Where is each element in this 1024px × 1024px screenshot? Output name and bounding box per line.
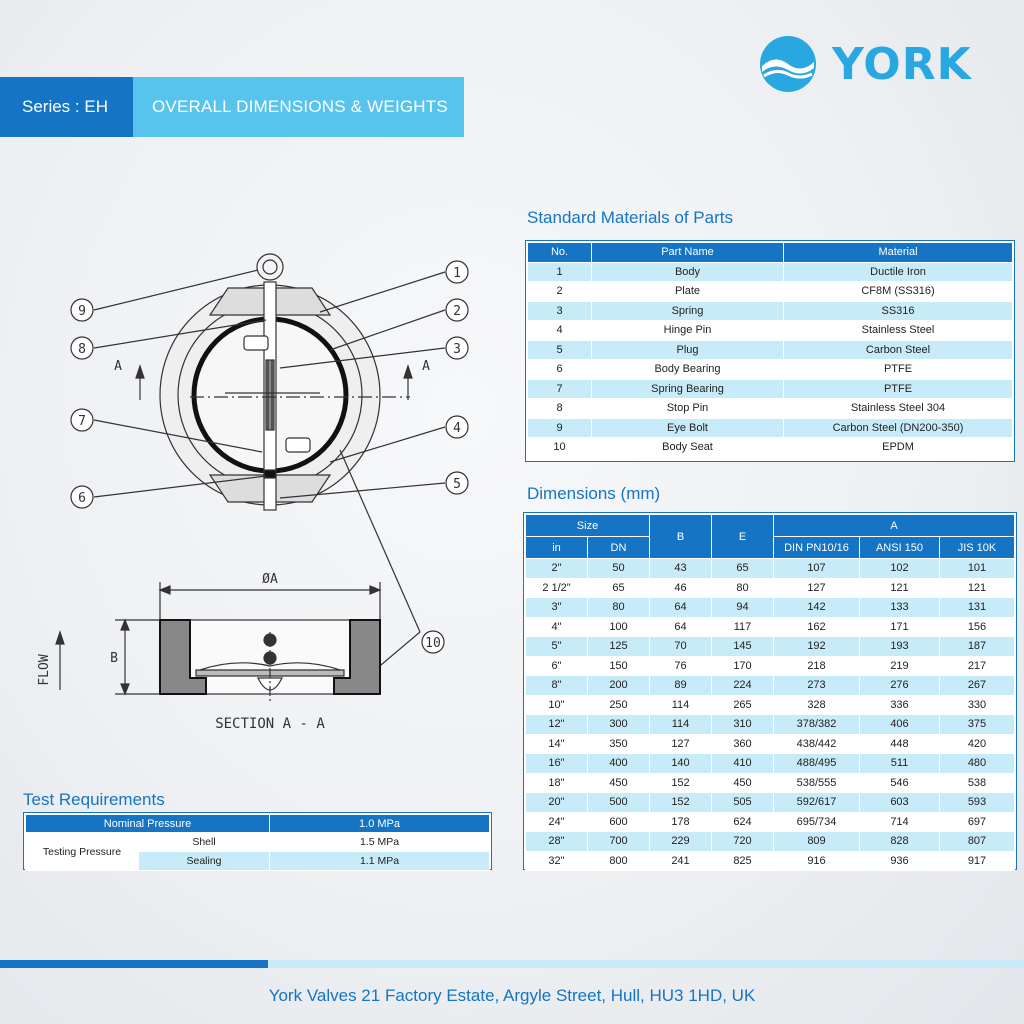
dim-a-jis: 131 [940,598,1015,618]
size-dn: 700 [588,832,650,852]
section-marker-left: A [114,359,122,374]
col-ansi: ANSI 150 [860,537,940,559]
part-name: Hinge Pin [592,321,784,341]
part-material: PTFE [784,360,1013,380]
dim-e: 450 [712,773,774,793]
test-table [25,814,490,871]
size-in: 18" [526,773,588,793]
part-number: 2 [528,282,592,302]
dim-a-ansi: 193 [860,637,940,657]
col-in: in [526,537,588,559]
part-name: Body Bearing [592,360,784,380]
dim-a-din: 916 [774,851,860,871]
dimensions-row [526,851,1015,871]
dim-a-jis: 538 [940,773,1015,793]
dim-b: 46 [650,578,712,598]
dim-a-din: 438/442 [774,734,860,754]
part-material: SS316 [784,301,1013,321]
size-in: 16" [526,754,588,774]
test-heading: Test Requirements [23,790,165,809]
size-in: 28" [526,832,588,852]
size-dn: 300 [588,715,650,735]
sealing-value: 1.1 MPa [270,852,490,871]
dimensions-row [526,754,1015,774]
part-name: Body [592,262,784,282]
dim-b: 114 [650,695,712,715]
callout-2: 2 [453,304,461,319]
materials-row [528,438,1013,458]
dim-a-din: 538/555 [774,773,860,793]
dim-a-ansi: 511 [860,754,940,774]
dim-e: 410 [712,754,774,774]
shell-label: Shell [139,833,270,852]
dim-a-jis: 375 [940,715,1015,735]
dim-e: 94 [712,598,774,618]
dim-a-din: 127 [774,578,860,598]
size-dn: 50 [588,559,650,579]
page-title: OVERALL DIMENSIONS & WEIGHTS [133,77,464,137]
testing-label: Testing Pressure [26,833,139,871]
shell-row [26,833,490,852]
size-dn: 350 [588,734,650,754]
dimensions-row [526,559,1015,579]
dim-e: 310 [712,715,774,735]
materials-row [528,399,1013,419]
part-number: 7 [528,379,592,399]
size-in: 10" [526,695,588,715]
size-dn: 100 [588,617,650,637]
eye-bolt-ring [257,254,283,280]
shell-value: 1.5 MPa [270,833,490,852]
size-in: 5" [526,637,588,657]
dimensions-row [526,695,1015,715]
size-dn: 450 [588,773,650,793]
part-material: Stainless Steel 304 [784,399,1013,419]
size-in: 3" [526,598,588,618]
callout-4: 4 [453,421,461,436]
dim-a-ansi: 133 [860,598,940,618]
dim-a-din: 488/495 [774,754,860,774]
col-part-name: Part Name [592,243,784,263]
materials-row [528,282,1013,302]
dim-a-ansi: 102 [860,559,940,579]
dim-e: 65 [712,559,774,579]
dimensions-row [526,734,1015,754]
dim-a-jis: 267 [940,676,1015,696]
callout-8: 8 [78,342,86,357]
dim-e: 224 [712,676,774,696]
part-material: EPDM [784,438,1013,458]
dimensions-row [526,812,1015,832]
size-in: 24" [526,812,588,832]
dim-a-ansi: 121 [860,578,940,598]
size-in: 20" [526,793,588,813]
size-dn: 125 [588,637,650,657]
dim-a-ansi: 336 [860,695,940,715]
dim-b: 89 [650,676,712,696]
col-dn: DN [588,537,650,559]
materials-row [528,418,1013,438]
materials-row [528,301,1013,321]
part-number: 6 [528,360,592,380]
dim-b: 152 [650,773,712,793]
dim-e: 265 [712,695,774,715]
part-name: Plate [592,282,784,302]
dimensions-header-row-1 [526,515,1015,537]
dim-a-ansi: 828 [860,832,940,852]
dimensions-row [526,676,1015,696]
dim-a-jis: 697 [940,812,1015,832]
part-material: Stainless Steel [784,321,1013,341]
part-number: 5 [528,340,592,360]
materials-row [528,262,1013,282]
part-name: Stop Pin [592,399,784,419]
part-material: CF8M (SS316) [784,282,1013,302]
footer-bar-dark [0,960,268,968]
dim-a-ansi: 936 [860,851,940,871]
dim-a-din: 273 [774,676,860,696]
size-dn: 500 [588,793,650,813]
part-number: 1 [528,262,592,282]
size-in: 2" [526,559,588,579]
diameter-label: ØA [262,572,278,587]
dim-a-jis: 156 [940,617,1015,637]
size-dn: 80 [588,598,650,618]
dimensions-row [526,578,1015,598]
dim-e: 360 [712,734,774,754]
dim-a-ansi: 546 [860,773,940,793]
dim-a-din: 162 [774,617,860,637]
dim-e: 170 [712,656,774,676]
callout-1: 1 [453,266,461,281]
dim-a-din: 809 [774,832,860,852]
dim-a-jis: 917 [940,851,1015,871]
dimensions-row [526,617,1015,637]
dim-a-ansi: 276 [860,676,940,696]
col-e: E [712,515,774,559]
sealing-label: Sealing [139,852,270,871]
size-in: 8" [526,676,588,696]
size-dn: 200 [588,676,650,696]
dimensions-row [526,715,1015,735]
dim-a-jis: 217 [940,656,1015,676]
size-dn: 800 [588,851,650,871]
york-logo [758,34,998,94]
size-dn: 250 [588,695,650,715]
dim-a-ansi: 171 [860,617,940,637]
dim-a-din: 592/617 [774,793,860,813]
part-material: PTFE [784,379,1013,399]
materials-row [528,360,1013,380]
dim-a-jis: 593 [940,793,1015,813]
dim-e: 825 [712,851,774,871]
dim-e: 720 [712,832,774,852]
dim-a-jis: 420 [940,734,1015,754]
part-name: Body Seat [592,438,784,458]
part-material: Carbon Steel (DN200-350) [784,418,1013,438]
flow-label: FLOW [37,654,52,686]
part-number: 3 [528,301,592,321]
size-dn: 65 [588,578,650,598]
part-material: Carbon Steel [784,340,1013,360]
size-in: 2 1/2" [526,578,588,598]
nominal-value: 1.0 MPa [270,815,490,833]
dimensions-table [525,514,1015,871]
dim-e: 145 [712,637,774,657]
part-name: Plug [592,340,784,360]
dim-a-jis: 187 [940,637,1015,657]
col-material: Material [784,243,1013,263]
callout-3: 3 [453,342,461,357]
section-label: SECTION A - A [215,716,325,732]
series-label: Series : EH [0,77,133,137]
dim-b: 140 [650,754,712,774]
footer-address: York Valves 21 Factory Estate, Argyle Street, Hull, HU3 1HD, UK [268,986,756,1005]
dim-a-ansi: 406 [860,715,940,735]
part-number: 10 [528,438,592,458]
callout-7: 7 [78,414,86,429]
dim-b: 76 [650,656,712,676]
dimensions-row [526,832,1015,852]
dimensions-row [526,637,1015,657]
part-name: Eye Bolt [592,418,784,438]
logo-text: YORK [832,38,972,90]
part-number: 4 [528,321,592,341]
series-header-bar [0,77,464,137]
callout-5: 5 [453,477,461,492]
section-marker-right: A [422,359,430,374]
dim-a-jis: 480 [940,754,1015,774]
size-in: 12" [526,715,588,735]
part-number: 8 [528,399,592,419]
nominal-row [26,815,490,833]
dimensions-row [526,598,1015,618]
dimensions-row [526,656,1015,676]
part-number: 9 [528,418,592,438]
dim-a-jis: 807 [940,832,1015,852]
dim-b: 127 [650,734,712,754]
dim-e: 624 [712,812,774,832]
dim-a-din: 142 [774,598,860,618]
dim-b: 64 [650,598,712,618]
wave-circle-icon [758,34,818,94]
dim-a-jis: 101 [940,559,1015,579]
dim-a-din: 695/734 [774,812,860,832]
part-name: Spring [592,301,784,321]
size-dn: 150 [588,656,650,676]
dim-b: 70 [650,637,712,657]
dim-b: 229 [650,832,712,852]
dim-a-ansi: 219 [860,656,940,676]
callout-6: 6 [78,491,86,506]
footer-bar-light [268,960,1024,968]
height-label: B [110,651,118,666]
col-b: B [650,515,712,559]
materials-row [528,321,1013,341]
callout-10: 10 [425,636,441,651]
col-din: DIN PN10/16 [774,537,860,559]
nominal-label: Nominal Pressure [26,815,270,833]
dim-b: 64 [650,617,712,637]
dim-a-din: 328 [774,695,860,715]
callout-9: 9 [78,304,86,319]
col-size: Size [526,515,650,537]
col-jis: JIS 10K [940,537,1015,559]
size-in: 14" [526,734,588,754]
part-material: Ductile Iron [784,262,1013,282]
dim-a-din: 378/382 [774,715,860,735]
dim-a-ansi: 448 [860,734,940,754]
dim-a-din: 107 [774,559,860,579]
materials-header-row [528,243,1013,263]
dim-e: 117 [712,617,774,637]
dim-a-ansi: 714 [860,812,940,832]
dimensions-row [526,793,1015,813]
dimensions-heading: Dimensions (mm) [527,484,661,503]
dim-a-din: 218 [774,656,860,676]
size-dn: 600 [588,812,650,832]
col-no: No. [528,243,592,263]
col-a: A [774,515,1015,537]
size-in: 32" [526,851,588,871]
dim-b: 241 [650,851,712,871]
dimensions-row [526,773,1015,793]
size-in: 6" [526,656,588,676]
size-in: 4" [526,617,588,637]
dim-e: 80 [712,578,774,598]
valve-drawing [30,240,500,740]
dim-a-jis: 121 [940,578,1015,598]
materials-row [528,340,1013,360]
size-dn: 400 [588,754,650,774]
dim-e: 505 [712,793,774,813]
dim-b: 43 [650,559,712,579]
dim-b: 178 [650,812,712,832]
dim-a-ansi: 603 [860,793,940,813]
materials-heading: Standard Materials of Parts [527,208,733,227]
dim-b: 114 [650,715,712,735]
materials-row [528,379,1013,399]
dim-b: 152 [650,793,712,813]
materials-table [527,242,1013,458]
dim-a-jis: 330 [940,695,1015,715]
part-name: Spring Bearing [592,379,784,399]
dim-a-din: 192 [774,637,860,657]
